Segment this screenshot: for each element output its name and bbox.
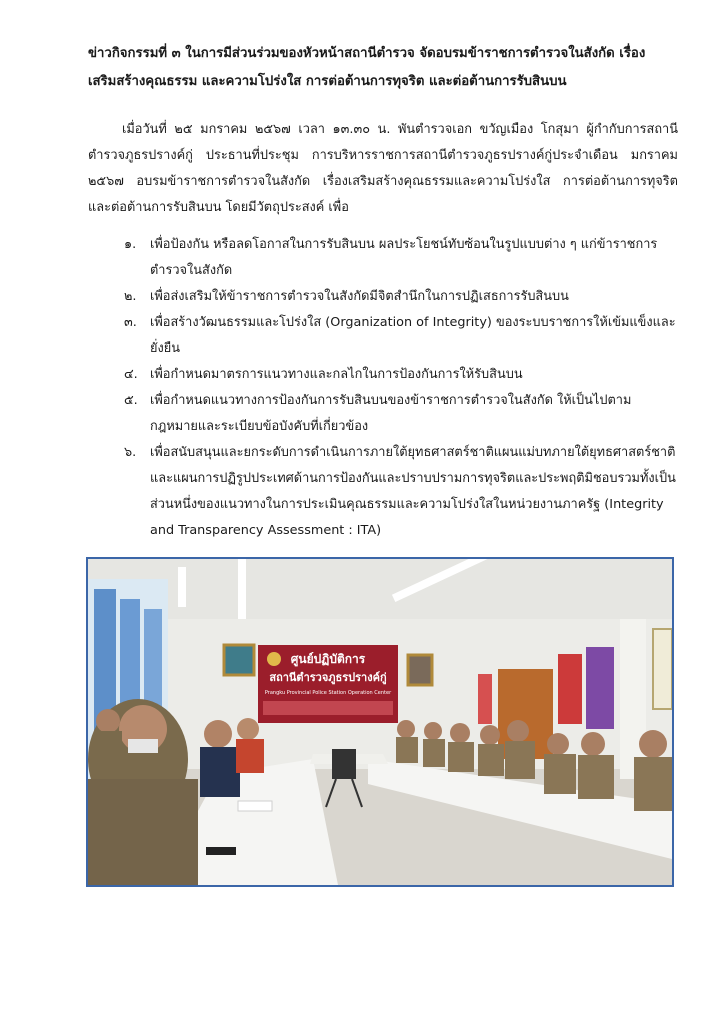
article-title: ข่าวกิจกรรมที่ ๓ ในการมีส่วนร่วมของหัวหน้าสถานีตำรวจ จัดอบรมข้าราชการตำรวจในสังกัด เรื่อง เสริมสร้างคุณธรรม และความโปร่งใส การต่อต้านการทุจริต และต่อต้านการรับสินบน — [88, 46, 646, 89]
wall-portrait — [408, 655, 432, 685]
list-item — [124, 310, 679, 362]
list-item — [124, 388, 679, 440]
wall-chart — [653, 629, 672, 709]
ceiling-light — [238, 559, 246, 619]
list-number: ๔. — [124, 367, 138, 382]
article-paragraph: เมื่อวันที่ ๒๕ มกราคม ๒๕๖๗ เวลา ๑๓.๓๐ น. พันตำรวจเอก ขวัญเมือง โกสุมา ผู้กำกับการสถานีตำรวจภูธรปรางค์กู่ ประธานที่ประชุม การบริหารราชการสถานีตำรวจภูธรปรางค์กู่ประจำเดือน มกราคม ๒๕๖๗ อบรมข้าราชการตำรวจในสังกัด เรื่องเสริมสร้างคุณธรรมและความโปร่งใส การต่อต้านการทุจริต และต่อต้านการรับสินบน โดยมีวัตถุประสงค์ เพื่อ — [88, 122, 678, 215]
wall-portrait — [224, 645, 254, 675]
list-item — [124, 440, 679, 544]
mobile-phone — [206, 847, 236, 855]
banner-line3: Prangku Provincial Police Station Operation Center — [264, 690, 392, 696]
banner-line1: ศูนย์ปฏิบัติการ — [290, 652, 366, 666]
list-text: เพื่อป้องกัน หรือลดโอกาสในการรับสินบน ผลประโยชน์ทับซ้อนในรูปแบบต่าง ๆ แก่ข้าราชการตำรวจในสังกัด — [150, 237, 658, 278]
list-item — [124, 284, 679, 310]
ceiling-light — [178, 567, 186, 607]
list-text: เพื่อกำหนดแนวทางการป้องกันการรับสินบนของข้าราชการตำรวจในสังกัด ให้เป็นไปตามกฎหมายและระเบียบข้อบังคับที่เกี่ยวข้อง — [150, 393, 632, 434]
list-text: เพื่อสร้างวัฒนธรรมและโปร่งใส (Organization of Integrity) ของระบบราชการให้เข้มแข็งและยั่งยืน — [150, 315, 676, 356]
notice-board — [478, 674, 492, 724]
notice-board — [586, 647, 614, 729]
list-text: เพื่อส่งเสริมให้ข้าราชการตำรวจในสังกัดมีจิตสำนึกในการปฏิเสธการรับสินบน — [150, 289, 569, 304]
list-number: ๒. — [124, 289, 137, 304]
operation-center-banner — [258, 645, 398, 723]
list-number: ๓. — [124, 315, 137, 330]
list-number: ๕. — [124, 393, 138, 408]
paper-document — [238, 801, 272, 811]
list-number: ๖. — [124, 445, 137, 460]
list-text: เพื่อสนับสนุนและยกระดับการดำเนินการภายใต้ยุทธศาสตร์ชาติแผนแม่บทภายใต้ยุทธศาสตร์ชาติและแผนการปฏิรูปประเทศด้านการป้องกันและปราบปรามการทุจริตและประพฤติมิชอบรวมทั้งเป็นส่วนหนึ่งของแนวทางในการประเมินคุณธรรมและความโปร่งใสในหน่วยงานภาครัฐ (Integrity and Transparency Assessment : ITA) — [150, 445, 676, 538]
objectives-list — [124, 232, 679, 544]
banner-flags — [263, 701, 393, 715]
meeting-photo-illustration — [88, 559, 672, 885]
banner-line2: สถานีตำรวจภูธรปรางค์กู่ — [269, 671, 387, 684]
list-item — [124, 232, 679, 284]
police-emblem-icon — [267, 652, 281, 666]
notice-board — [558, 654, 582, 724]
chair — [332, 749, 356, 779]
list-item — [124, 362, 679, 388]
list-number: ๑. — [124, 237, 137, 252]
meeting-photo — [86, 557, 674, 887]
list-text: เพื่อกำหนดมาตรการแนวทางและกลไกในการป้องกันการให้รับสินบน — [150, 367, 523, 382]
